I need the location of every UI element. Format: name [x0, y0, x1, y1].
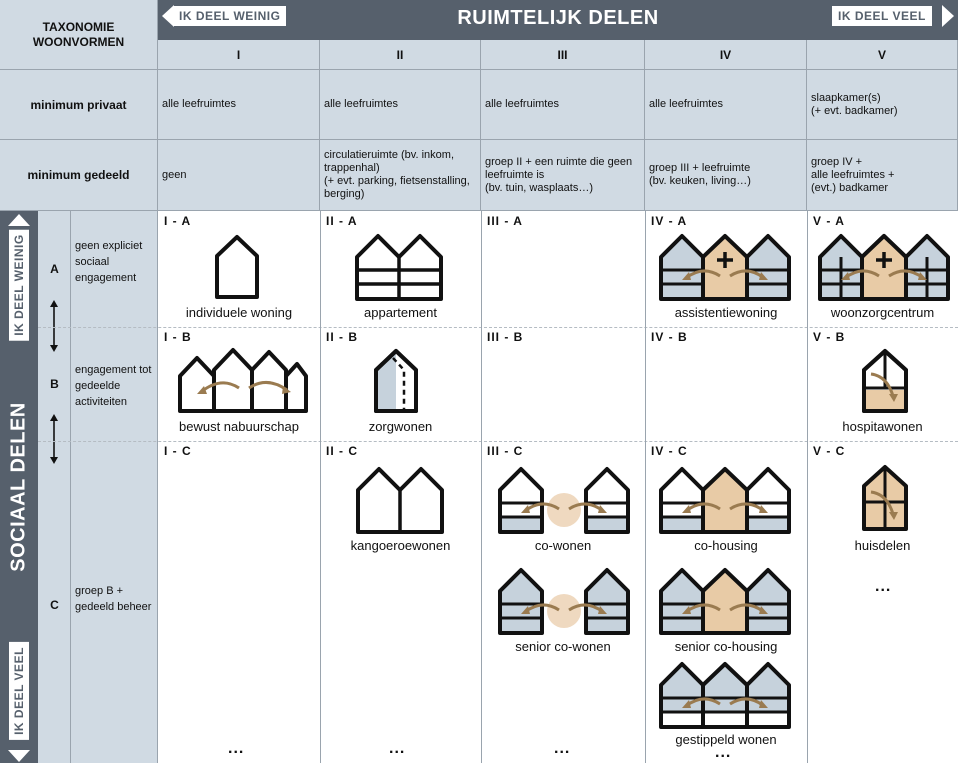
cell-code-vb: V - B: [813, 330, 846, 344]
cell-code-iia: II - A: [326, 214, 358, 228]
more-dots: ...: [715, 744, 732, 761]
shared-text: groep IV + alle leefruimtes + (evt.) badkamer: [811, 155, 895, 194]
column-divider: [320, 211, 321, 763]
private-text: alle leefruimtes: [162, 98, 236, 110]
cell-label-ivc: co-housing: [694, 538, 758, 553]
arrow-left-label: IK DEEL WEINIG: [173, 6, 286, 26]
spatial-sharing-title: RUIMTELIJK DELEN: [457, 6, 659, 29]
cell-code-iva: IV - A: [651, 214, 688, 228]
private-text: alle leefruimtes: [485, 98, 559, 110]
cell-label-ia: individuele woning: [185, 305, 293, 320]
shared-cell-iv: [645, 140, 807, 211]
column-header-v: V: [807, 40, 958, 70]
cell-code-ib: I - B: [164, 330, 192, 344]
cell-code-iic: II - C: [326, 444, 358, 458]
social-levels-column: [38, 211, 71, 763]
arrow-down-label: IK DEEL VEEL: [9, 642, 29, 740]
kangaroo-living-icon: [355, 465, 445, 535]
taxonomy-title: [0, 0, 158, 70]
cell-code-ia: I - A: [164, 214, 192, 228]
divider-bc: [38, 441, 958, 442]
assisted-living-icon: [658, 232, 792, 302]
private-cell-iv: [645, 70, 807, 140]
co-living-icon: [497, 465, 631, 535]
cell-code-vc: V - C: [813, 444, 846, 458]
host-living-icon: [861, 348, 909, 414]
arrow-down-icon: [8, 748, 30, 762]
cell-label-ivc-3: gestippeld wonen: [675, 732, 777, 747]
column-divider: [481, 211, 482, 763]
level-desc-b: engagement tot gedeelde activiteiten: [75, 364, 152, 408]
taxonomy-title-text: TAXONOMIE WOONVORMEN: [32, 19, 125, 49]
level-letter-c: C: [50, 598, 59, 612]
column-divider: [807, 211, 808, 763]
more-dots: ...: [228, 740, 245, 757]
cell-code-ic: I - C: [164, 444, 192, 458]
cell-code-iiic: III - C: [487, 444, 524, 458]
shared-cell-i: [158, 140, 320, 211]
more-dots: ...: [875, 578, 892, 595]
row-label-shared: minimum gedeeld: [0, 140, 158, 211]
shared-text: geen: [162, 168, 187, 181]
senior-co-housing-icon: [658, 566, 792, 636]
level-letter-a: A: [50, 262, 59, 276]
more-dots: ...: [389, 740, 406, 757]
cell-label-ivc-2: senior co-housing: [674, 639, 778, 654]
column-header-ii: II: [320, 40, 481, 70]
cell-code-ivc: IV - C: [651, 444, 688, 458]
cell-label-vb: hospitawonen: [842, 419, 923, 434]
social-sharing-title-text: SOCIAAL DELEN: [7, 402, 30, 572]
cell-label-va: woonzorgcentrum: [830, 305, 935, 320]
arrow-down-label-wrap: [9, 632, 29, 750]
conscious-neighbourhood-icon: [177, 346, 309, 414]
cell-code-ivb: IV - B: [651, 330, 688, 344]
cell-label-iia: appartement: [364, 305, 437, 320]
private-cell-ii: [320, 70, 481, 140]
more-dots: ...: [554, 740, 571, 757]
column-header-iii: III: [481, 40, 645, 70]
arrow-up-label-wrap: [9, 226, 29, 344]
arrow-right-label: IK DEEL VEEL: [832, 6, 932, 26]
cell-label-ib: bewust nabuurschap: [179, 419, 299, 434]
social-descriptions-column: [71, 211, 158, 763]
care-living-icon: [373, 348, 419, 414]
private-text: alle leefruimtes: [324, 98, 398, 110]
cell-code-va: V - A: [813, 214, 845, 228]
column-header-i: I: [158, 40, 320, 70]
shared-cell-iii: [481, 140, 645, 211]
private-cell-iii: [481, 70, 645, 140]
shared-cell-v: [807, 140, 958, 211]
level-desc-a: geen expliciet sociaal engagement: [75, 240, 143, 284]
column-header-iv: IV: [645, 40, 807, 70]
cell-label-iib: zorgwonen: [368, 419, 433, 434]
cell-code-iiia: III - A: [487, 214, 523, 228]
divider-ab: [38, 327, 958, 328]
shared-text: circulatieruimte (bv. inkom, trappenhal) (+ evt. parking, fietsenstalling, berging): [324, 149, 470, 200]
level-letter-b: B: [50, 377, 59, 391]
care-center-icon: [817, 232, 951, 302]
double-arrow-icon: [48, 300, 60, 352]
house-sharing-icon: [861, 464, 909, 532]
senior-co-living-icon: [497, 566, 631, 636]
private-text: slaapkamer(s) (+ evt. badkamer): [811, 91, 898, 117]
cell-label-iiic-2: senior co-wonen: [515, 639, 611, 654]
level-desc-c: groep B + gedeeld beheer: [75, 585, 152, 613]
column-divider: [645, 211, 646, 763]
shared-text: groep II + een ruimte die geen leefruimte is (bv. tuin, wasplaats…): [485, 155, 633, 194]
cell-code-iib: II - B: [326, 330, 358, 344]
cell-label-iiic: co-wonen: [534, 538, 592, 553]
co-housing-icon: [658, 465, 792, 535]
double-arrow-icon: [48, 414, 60, 464]
private-text: alle leefruimtes: [649, 98, 723, 110]
arrow-right-icon: [940, 5, 954, 27]
shared-text: groep III + leefruimte (bv. keuken, living…): [649, 162, 751, 187]
cell-label-iva: assistentiewoning: [674, 305, 778, 320]
shared-cell-ii: [320, 140, 481, 211]
cell-label-iic: kangoeroewonen: [350, 538, 451, 553]
apartment-icon: [354, 232, 444, 302]
cell-label-vc: huisdelen: [854, 538, 911, 553]
private-cell-v: [807, 70, 958, 140]
private-cell-i: [158, 70, 320, 140]
cell-code-iiib: III - B: [487, 330, 524, 344]
house-single-icon: [214, 234, 260, 300]
arrow-up-label: IK DEEL WEINIG: [9, 229, 29, 340]
row-label-private: minimum privaat: [0, 70, 158, 140]
dotted-living-icon: [658, 660, 792, 730]
